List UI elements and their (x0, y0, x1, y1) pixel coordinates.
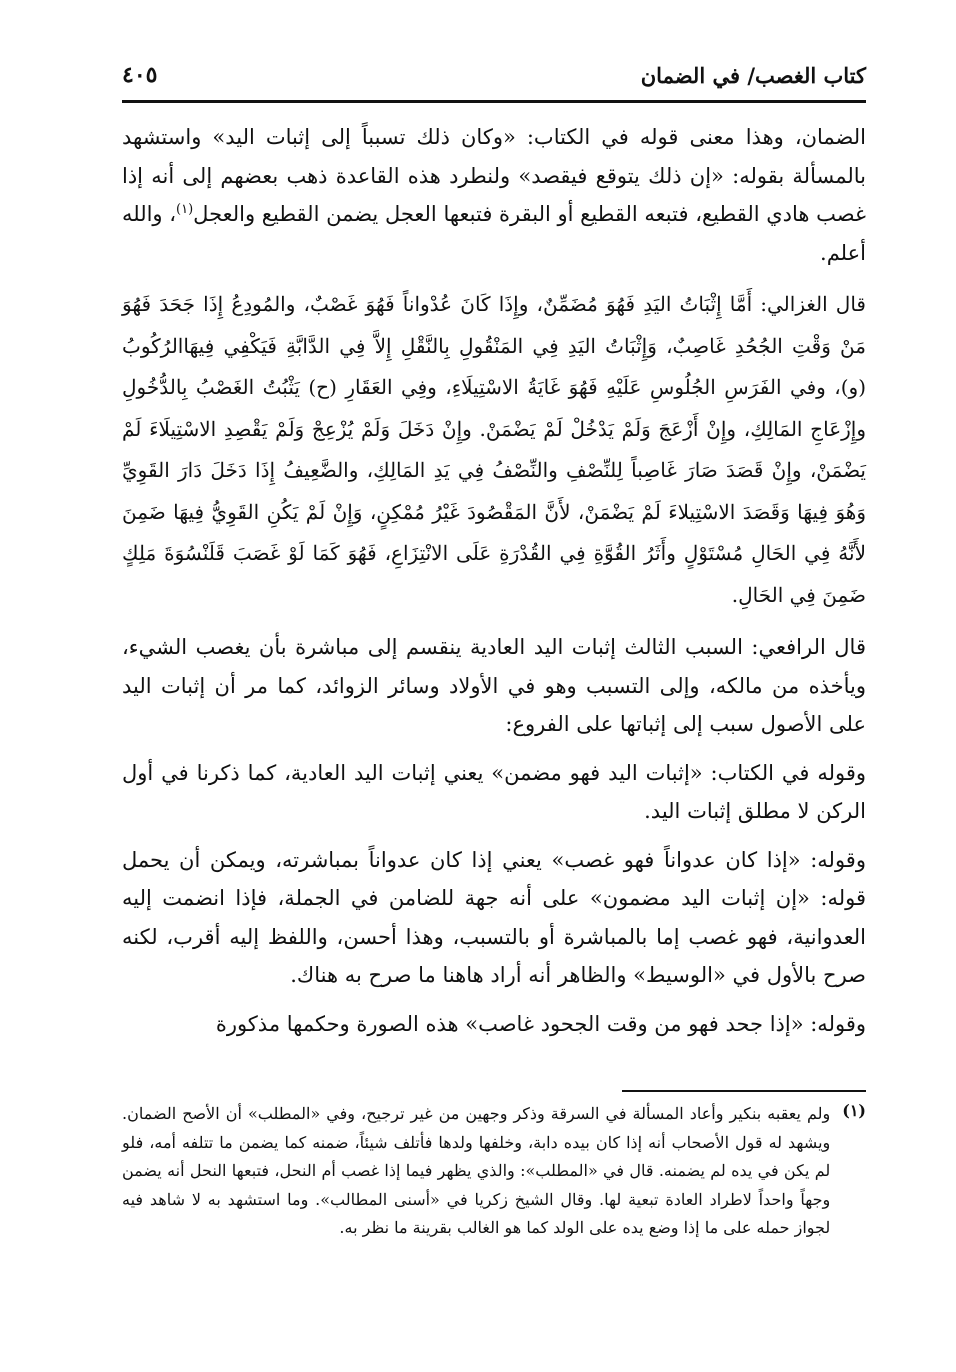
paragraph-explanation-1: وقوله في الكتاب: «إثبات اليد فهو مضمن» يعني إثبات اليد العادية، كما ذكرنا في أول الركن لا مطلق إثبات اليد. (122, 760, 866, 823)
footnote (122, 1100, 866, 1243)
main-text (122, 118, 866, 1053)
paragraph-text: الضمان، وهذا معنى قوله في الكتاب: «وكان ذلك تسبباً إلى إثبات اليد» واستشهد بالمسألة بقوله: «إن ذلك يتوقع فيقصد» ولنطرد هذه القاعدة ذهب بعضهم إلى أنه إذا غصب هادي القطيع، فتبعه القطيع أو البقرة فتبعها العجل يضمن القطيع والعجل (122, 125, 866, 226)
page-number: ٤٠٥ (122, 62, 158, 88)
header-rule (122, 100, 866, 103)
running-title: كتاب الغصب/ في الضمان (640, 62, 866, 88)
paragraph-explanation-2: وقوله: «إذا كان عدواناً فهو غصب» يعني إذا كان عدواناً بمباشرته، ويمكن أن يحمل قوله: «إن إثبات اليد مضمون» على أنه جهة للضامن في الجملة، فإذا انضمت إليه العدوانية، فهو غصب إما بالمباشرة أو بالتسبب، وهذا أحسن، واللفظ إليه أقرب، لكنه صرح بالأول في «الوسيط» والظاهر أنه أراد هاهنا ما صرح به هناك. (122, 847, 866, 987)
footnote-number: (١) (842, 1101, 866, 1120)
page-header (122, 52, 866, 98)
paragraph-ghazali-matn: قال الغزالي: أَمَّا إِثْبَاتُ اليَدِ فَهُوَ مُضَمِّنٌ، وإِذَا كَانَ عُدْواناً فَهُوَ غَصْبٌ، والمُودِعُ إِذَا جَحَدَ فَهُوَ مَنْ وَقْتِ الجُحُدِ غَاصِبٌ، وَإِثْبَاتُ اليَدِ فِي المَنْقُولِ بِالنَّقْلِ إِلاَّ فِي الدَّابَّةِ فَيَكْفِي فِيهَاالرُكُوبُ (و)، وفي الفَرَسِ الجُلُوسِ عَلَيْهِ فَهُوَ غَايَةُ الاسْتِيلَاءِ، وفِي العَقَارِ (ح) يَثْبُتُ الغَصْبُ بِالدُّخُولِ وإِزْعَاجِ المَالِكِ، وإِنْ أَزْعَجَ وَلَمْ يَدْخُلْ لَمْ يَضْمَنْ. وإِنْ دَخَلَ وَلَمْ يُزْعِجْ وَلَمْ يَقْصِدِ الاسْتِيلَاءَ لَمْ يَضْمَنْ، وإِنْ قَصَدَ صَارَ غَاصِباً لِلنِّصْفِ والنِّصْفُ فِي يَدِ المَالِكِ، والضَّعِيفُ إِذَا دَخَلَ دَارَ القَوِيِّ وَهُوَ فِيهَا وَقَصَدَ الاسْتِيلاءَ لَمْ يَضْمَنْ، لأَنَّ المَقْصُودَ غَيْرُ مُمْكِنٍ، وَإِنْ لَمْ يَكُنِ القَوِيُّ فِيهَا ضَمِنَ لأَنَّهُ فِي الحَالِ مُسْتَوْلٍ وأَثَرُ القُوَّةِ فِي القُدْرَةِ عَلَى الانْتِزَاعِ، فَهُوَ كَمَا لَوْ غَصَبَ قَلَنْسُوَةَ مَلِكٍ ضَمِنَ فِي الحَالِ. (122, 292, 866, 607)
paragraph-explanation-3: وقوله: «إذا جحد فهو من وقت الجحود غاصب» هذه الصورة وحكمها مذكورة (215, 1011, 866, 1036)
paragraph-commentary-intro (122, 118, 866, 272)
footnote-rule (622, 1090, 866, 1092)
paragraph-rafii: قال الرافعي: السبب الثالث إثبات اليد العادية ينقسم إلى مباشرة بأن يغصب الشيء، ويأخذه من مالكه، وإلى التسبب وهو في الأولاد وسائر الزوائد، كما مر أن إثبات اليد على الأصول سبب إلى إثباتها على الفروع: (122, 635, 866, 736)
footnote-reference: (١) (176, 202, 194, 217)
footnote-text: ولم يعقبه بنكير وأعاد المسألة في السرقة وذكر وجهين من غير ترجيح، وفي «المطلب» أن الأصح الضمان. ويشهد له قول الأصحاب أنه إذا كان بيده دابة، وخلفها ولدها فأتلف شيئاً، ضمنه كما يضمن ما تتلفه أمه، فلو لم يكن في يده لم يضمنه. قال في «المطلب»: والذي يظهر فيما إذا غصب أم النحل، فتبعها النحل أنه يضمن وجهاً واحداً لاطراد العادة تبعية لها. وقال الشيخ زكريا في «أسنى المطالب». وما استشهد به لا شاهد فيه لجواز حمله على ما إذا وضع يده على الولد كما هو الغالب بقرينة ما نظر به. (122, 1104, 831, 1237)
paragraph-tail: ، والله أعلم. (121, 202, 866, 265)
